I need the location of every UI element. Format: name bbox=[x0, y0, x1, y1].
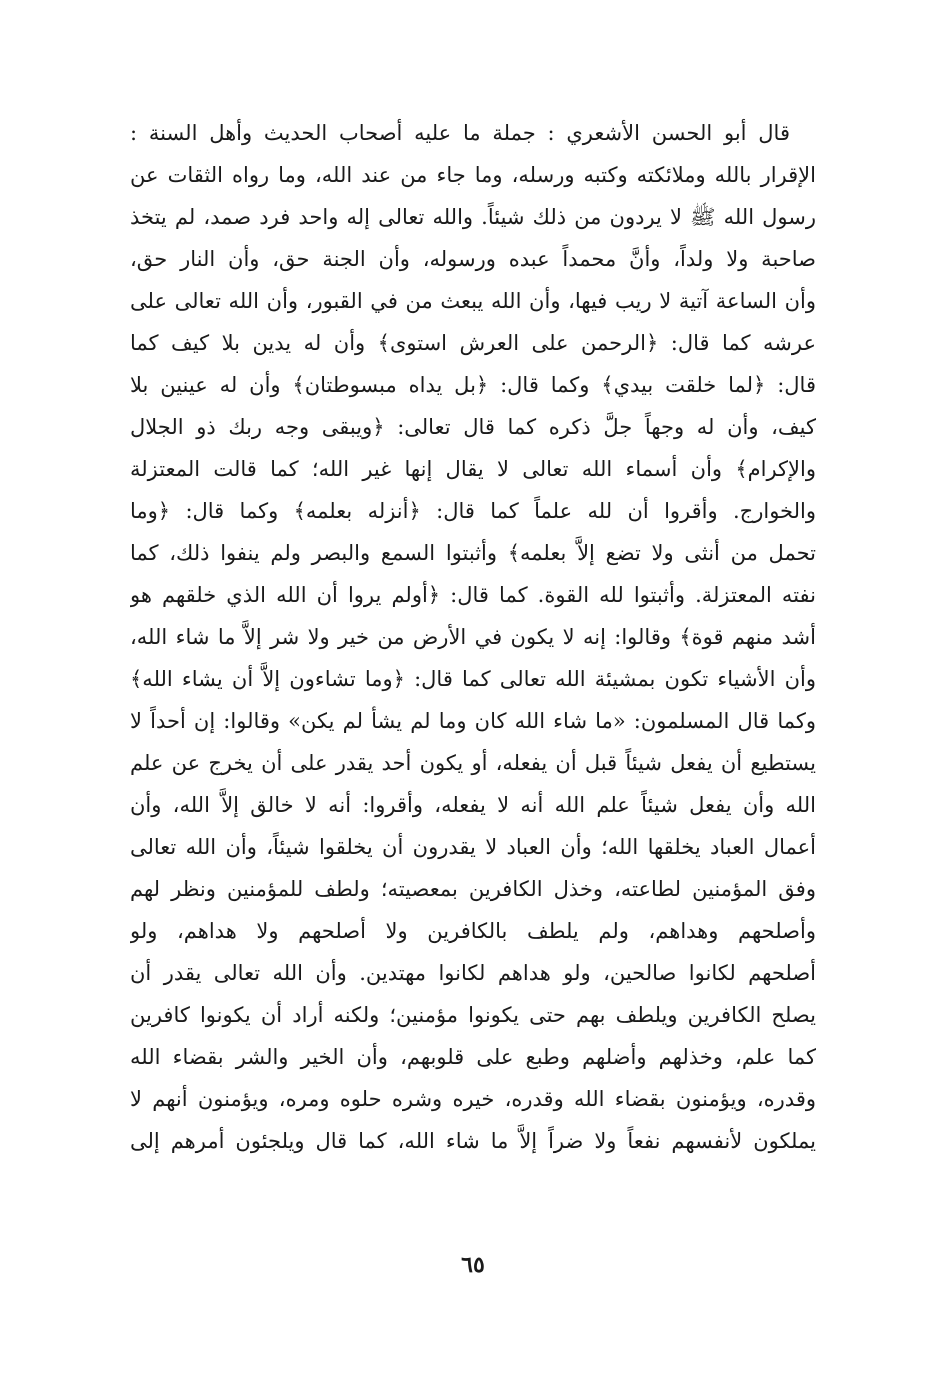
text-line: والخوارج. وأقروا أن لله علماً كما قال: ﴿أنزله بعلمه﴾ وكما قال: ﴿وما bbox=[130, 499, 816, 523]
page-number: ٦٥ bbox=[461, 1252, 485, 1278]
text-line: وأن الأشياء تكون بمشيئة الله تعالى كما قال: ﴿وما تشاءون إلاَّ أن يشاء الله﴾ bbox=[130, 667, 816, 691]
body-text bbox=[130, 112, 816, 1212]
text-line: قال أبو الحسن الأشعري : جملة ما عليه أصحاب الحديث وأهل السنة : bbox=[130, 121, 790, 145]
text-line: والإكرام﴾ وأن أسماء الله تعالى لا يقال إنها غير الله؛ كما قالت المعتزلة bbox=[130, 457, 816, 481]
text-line: يصلح الكافرين ويلطف بهم حتى يكونوا مؤمنين؛ ولكنه أراد أن يكونوا كافرين bbox=[130, 1003, 816, 1027]
text-line: نفته المعتزلة. وأثبتوا لله القوة. كما قال: ﴿أولم يروا أن الله الذي خلقهم هو bbox=[130, 583, 816, 607]
text-line: عرشه كما قال: ﴿الرحمن على العرش استوى﴾ وأن له يدين بلا كيف كما bbox=[130, 331, 816, 355]
text-line: وفق المؤمنين لطاعته، وخذل الكافرين بمعصيته؛ ولطف للمؤمنين ونظر لهم bbox=[130, 877, 816, 901]
text-line: الإقرار بالله وملائكته وكتبه ورسله، وما جاء من عند الله، وما رواه الثقات عن bbox=[130, 163, 816, 187]
text-line: تحمل من أنثى ولا تضع إلاَّ بعلمه﴾ وأثبتوا السمع والبصر ولم ينفوا ذلك، كما bbox=[130, 541, 816, 565]
text-line: أشد منهم قوة﴾ وقالوا: إنه لا يكون في الأرض من خير ولا شر إلاَّ ما شاء الله، bbox=[130, 625, 816, 649]
text-line: الله وأن يفعل شيئاً علم الله أنه لا يفعله، وأقروا: أنه لا خالق إلاَّ الله، وأن bbox=[130, 793, 816, 817]
text-line: رسول الله ﷺ لا يردون من ذلك شيئاً. والله تعالى إله واحد فرد صمد، لم يتخذ bbox=[130, 205, 816, 229]
text-line: وكما قال المسلمون: «ما شاء الله كان وما لم يشأ لم يكن» وقالوا: إن أحداً لا bbox=[130, 709, 816, 733]
text-line: وأن الساعة آتية لا ريب فيها، وأن الله يبعث من في القبور، وأن الله تعالى على bbox=[130, 289, 816, 313]
text-line: يملكون لأنفسهم نفعاً ولا ضراً إلاَّ ما شاء الله، كما قال ويلجئون أمرهم إلى bbox=[130, 1129, 816, 1153]
text-line: وقدره، ويؤمنون بقضاء الله وقدره، خيره وشره حلوه ومره، ويؤمنون أنهم لا bbox=[130, 1087, 816, 1111]
text-line: كيف، وأن له وجهاً جلَّ ذكره كما قال تعالى: ﴿ويبقى وجه ربك ذو الجلال bbox=[130, 415, 816, 439]
text-line: أصلحهم لكانوا صالحين، ولو هداهم لكانوا مهتدين. وأن الله تعالى يقدر أن bbox=[130, 961, 816, 985]
text-line: يستطيع أن يفعل شيئاً قبل أن يفعله، أو يكون أحد يقدر على أن يخرج عن علم bbox=[130, 751, 816, 775]
text-line: كما علم، وخذلهم وأضلهم وطبع على قلوبهم، وأن الخير والشر بقضاء الله bbox=[130, 1045, 816, 1069]
text-line: قال: ﴿لما خلقت بيدي﴾ وكما قال: ﴿بل يداه مبسوطتان﴾ وأن له عينين بلا bbox=[130, 373, 816, 397]
text-line: صاحبة ولا ولداً، وأنَّ محمداً عبده ورسوله، وأن الجنة حق، وأن النار حق، bbox=[130, 247, 816, 271]
text-line: وأصلحهم وهداهم، ولم يلطف بالكافرين ولا أصلحهم ولا هداهم، ولو bbox=[130, 919, 816, 943]
text-line: أعمال العباد يخلقها الله؛ وأن العباد لا يقدرون أن يخلقوا شيئاً، وأن الله تعالى bbox=[130, 835, 816, 859]
